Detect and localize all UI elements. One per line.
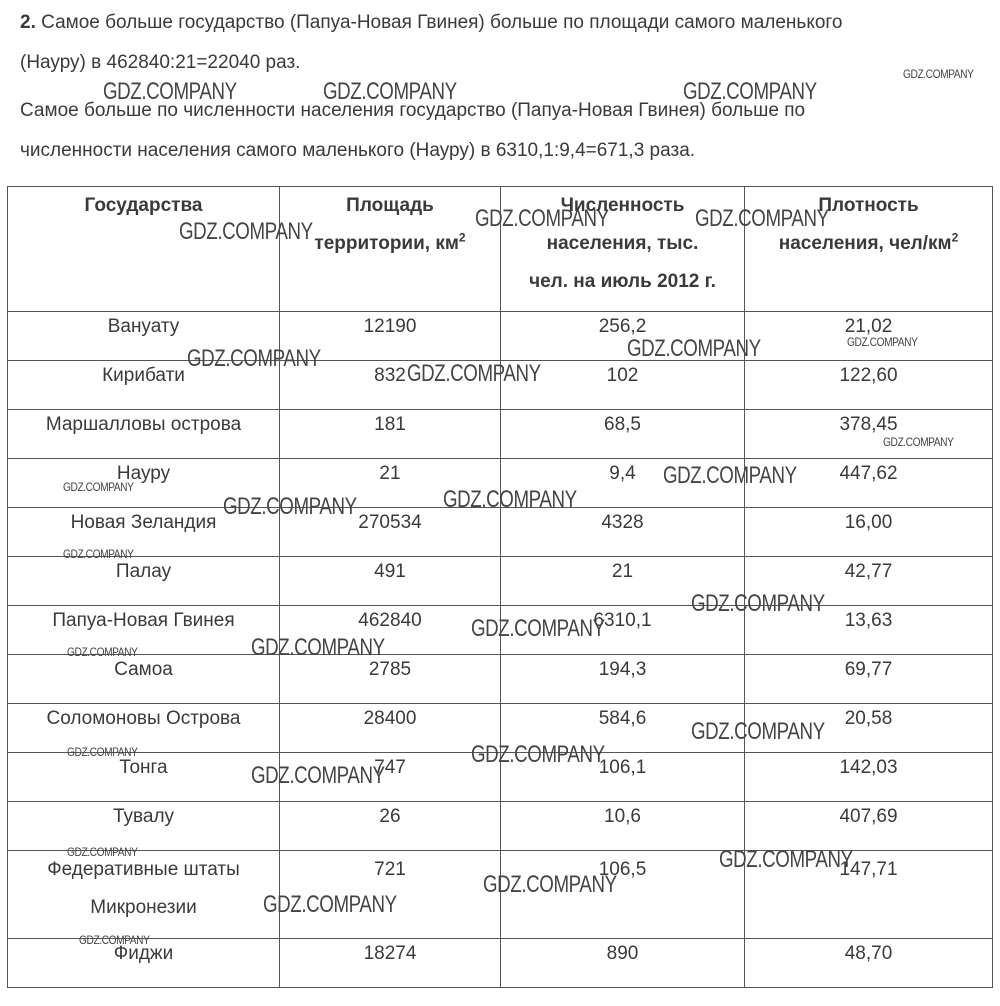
country-cell: Фиджи <box>8 939 280 988</box>
watermark: GDZ.COMPANY <box>67 845 138 859</box>
watermark: GDZ.COMPANY <box>67 645 138 659</box>
population-cell: 106,1 <box>501 753 745 802</box>
country-cell: Палау <box>8 557 280 606</box>
watermark: GDZ.COMPANY <box>683 78 817 105</box>
watermark: GDZ.COMPANY <box>691 718 825 745</box>
density-cell: 42,77 <box>745 557 993 606</box>
population-cell: 106,5 <box>501 851 745 939</box>
solution-text-1: Самое больше государство (Папуа-Новая Гвинея) больше по площади самого маленького <box>41 12 843 33</box>
watermark: GDZ.COMPANY <box>483 871 617 898</box>
area-cell: 12190 <box>280 312 501 361</box>
density-cell: 122,60 <box>745 361 993 410</box>
area-cell: 747 <box>280 753 501 802</box>
area-cell: 181 <box>280 410 501 459</box>
watermark: GDZ.COMPANY <box>663 462 797 489</box>
area-cell: 18274 <box>280 939 501 988</box>
population-cell: 890 <box>501 939 745 988</box>
table-row <box>8 312 993 361</box>
solution-line-4: численности населения самого маленького (Науру) в 6310,1:9,4=671,3 раза. <box>20 140 696 161</box>
header-density: Плотность населения, чел/$км^2$ <box>745 187 993 312</box>
watermark: GDZ.COMPANY <box>179 218 313 245</box>
watermark: GDZ.COMPANY <box>63 480 134 494</box>
watermark: GDZ.COMPANY <box>475 205 609 232</box>
watermark: GDZ.COMPANY <box>187 345 321 372</box>
population-cell: 256,2 <box>501 312 745 361</box>
problem-number: 2. <box>20 12 36 33</box>
area-cell: 270534 <box>280 508 501 557</box>
area-cell: 2785 <box>280 655 501 704</box>
area-cell: 462840 <box>280 606 501 655</box>
solution-line-2: (Науру) в 462840:21=22040 раз. <box>20 52 301 73</box>
density-cell: 69,77 <box>745 655 993 704</box>
table-row <box>8 410 993 459</box>
density-cell: 378,45 <box>745 410 993 459</box>
watermark: GDZ.COMPANY <box>847 335 918 349</box>
density-cell: 16,00 <box>745 508 993 557</box>
watermark: GDZ.COMPANY <box>883 435 954 449</box>
header-area: Площадь территории, $км^2$ <box>280 187 501 312</box>
area-cell: 721 <box>280 851 501 939</box>
country-cell: Новая Зеландия <box>8 508 280 557</box>
population-cell: 4328 <box>501 508 745 557</box>
watermark: GDZ.COMPANY <box>695 205 829 232</box>
population-cell: 584,6 <box>501 704 745 753</box>
watermark: GDZ.COMPANY <box>263 891 397 918</box>
watermark: GDZ.COMPANY <box>67 745 138 759</box>
country-cell: Науру <box>8 459 280 508</box>
table-row <box>8 939 993 988</box>
watermark: GDZ.COMPANY <box>719 846 853 873</box>
population-cell: 194,3 <box>501 655 745 704</box>
watermark: GDZ.COMPANY <box>471 615 605 642</box>
watermark: GDZ.COMPANY <box>443 486 577 513</box>
area-cell: 28400 <box>280 704 501 753</box>
density-cell: 20,58 <box>745 704 993 753</box>
watermark: GDZ.COMPANY <box>103 78 237 105</box>
area-cell: 832 <box>280 361 501 410</box>
density-cell: 447,62 <box>745 459 993 508</box>
table-body <box>8 312 993 851</box>
watermark: GDZ.COMPANY <box>79 933 150 947</box>
watermark: GDZ.COMPANY <box>251 762 385 789</box>
country-cell: Вануату <box>8 312 280 361</box>
table-row <box>8 508 993 557</box>
population-cell: 10,6 <box>501 802 745 851</box>
country-cell: Самоа <box>8 655 280 704</box>
area-cell: 491 <box>280 557 501 606</box>
density-cell: 407,69 <box>745 802 993 851</box>
population-cell: 6310,1 <box>501 606 745 655</box>
watermark: GDZ.COMPANY <box>323 78 457 105</box>
table-row <box>8 655 993 704</box>
watermark: GDZ.COMPANY <box>407 360 541 387</box>
watermark: GDZ.COMPANY <box>251 634 385 661</box>
country-cell: Тувалу <box>8 802 280 851</box>
area-cell: 26 <box>280 802 501 851</box>
country-cell: Соломоновы Острова <box>8 704 280 753</box>
country-cell: Тонга <box>8 753 280 802</box>
country-cell: Федеративные штаты Микронезии <box>8 851 280 939</box>
area-cell: 21 <box>280 459 501 508</box>
population-cell: 102 <box>501 361 745 410</box>
watermark: GDZ.COMPANY <box>63 547 134 561</box>
header-population: Численность населения, тыс. чел. на июль 2012 г. <box>501 187 745 312</box>
density-cell: 21,02 <box>745 312 993 361</box>
watermark: GDZ.COMPANY <box>691 590 825 617</box>
watermark: GDZ.COMPANY <box>627 335 761 362</box>
header-countries: Государства <box>8 187 280 312</box>
population-cell: 68,5 <box>501 410 745 459</box>
watermark: GDZ.COMPANY <box>471 741 605 768</box>
density-cell: 48,70 <box>745 939 993 988</box>
country-cell: Папуа-Новая Гвинея <box>8 606 280 655</box>
table-row <box>8 557 993 606</box>
density-cell: 142,03 <box>745 753 993 802</box>
solution-line-3: Самое больше по численности населения государство (Папуа-Новая Гвинея) больше по <box>20 100 806 121</box>
watermark: GDZ.COMPANY <box>223 493 357 520</box>
table-row <box>8 802 993 851</box>
population-cell: 9,4 <box>501 459 745 508</box>
density-cell: 13,63 <box>745 606 993 655</box>
country-cell: Маршалловы острова <box>8 410 280 459</box>
watermark: GDZ.COMPANY <box>903 67 974 81</box>
population-cell: 21 <box>501 557 745 606</box>
solution-line-1 <box>20 13 843 32</box>
country-cell: Кирибати <box>8 361 280 410</box>
density-cell: 147,71 <box>745 851 993 939</box>
